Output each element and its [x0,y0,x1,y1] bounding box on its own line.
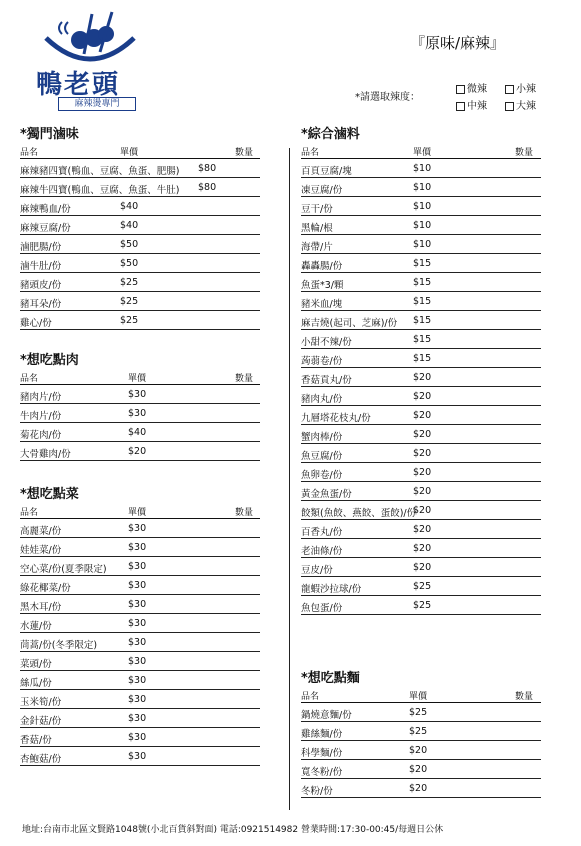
spice-option-mild[interactable]: 微辣 [456,80,487,95]
item-name: 雞絲麵/份 [301,729,343,740]
menu-item-row[interactable] [301,273,541,292]
menu-item-row[interactable] [20,254,260,273]
duck-skewer-logo-icon [40,10,140,70]
menu-item-row[interactable] [301,444,541,463]
item-name: 魚包蛋/份 [301,603,343,614]
menu-item-row[interactable] [20,747,260,766]
item-price: $20 [409,745,428,756]
menu-item-row[interactable] [20,216,260,235]
menu-item-row[interactable] [301,501,541,520]
item-name: 豆皮/份 [301,565,333,576]
checkbox-icon [505,85,514,94]
menu-item-row[interactable] [301,577,541,596]
item-name: 餃類(魚餃、燕餃、蛋餃)/份 [301,508,417,519]
item-name: 空心菜/份(夏季限定) [20,564,107,575]
menu-item-row[interactable] [20,311,260,330]
item-name: 香菇/份 [20,735,52,746]
item-price: $30 [128,580,147,591]
item-price: $10 [413,163,432,174]
header-name: 品名 [20,374,39,384]
item-price: $15 [413,296,432,307]
item-price: $20 [409,783,428,794]
column-header-row [20,144,260,159]
item-price: $30 [128,542,147,553]
item-name: 黑木耳/份 [20,602,62,613]
item-price: $10 [413,220,432,231]
item-name: 鍋燒意麵/份 [301,710,352,721]
item-price: $20 [413,391,432,402]
item-price: $30 [128,637,147,648]
item-name: 豬頭皮/份 [20,280,62,291]
checkbox-icon [456,85,465,94]
header-price: 單價 [120,148,139,158]
item-price: $20 [413,562,432,573]
item-price: $30 [128,694,147,705]
menu-item-row[interactable] [301,703,541,722]
menu-item-row[interactable] [20,442,260,461]
item-name: 牛肉片/份 [20,411,62,422]
item-name: 香菇貢丸/份 [301,375,352,386]
checkbox-icon [456,102,465,111]
item-price: $20 [413,448,432,459]
menu-item-row[interactable] [301,178,541,197]
item-name: 豬耳朵/份 [20,299,62,310]
item-price: $20 [413,410,432,421]
item-price: $15 [413,315,432,326]
header-name: 品名 [20,508,39,518]
section-title: *想吃點菜 [20,487,79,502]
item-name: 黃金魚蛋/份 [301,489,352,500]
item-name: 冬粉/份 [301,786,333,797]
menu-item-row[interactable] [20,385,260,404]
column-header-row [20,370,260,385]
brand-tagline: 麻辣燙專門 [58,97,136,111]
menu-item-row[interactable] [20,595,260,614]
item-name: 豬肉丸/份 [301,394,343,405]
menu-item-row[interactable] [20,633,260,652]
item-name: 龍蝦沙拉球/份 [301,584,362,595]
menu-item-row[interactable] [301,254,541,273]
menu-item-row[interactable] [301,558,541,577]
item-price: $20 [413,372,432,383]
item-price: $25 [120,296,139,307]
item-price: $30 [128,408,147,419]
item-name: 玉米筍/份 [20,697,62,708]
section-title: *獨門滷味 [20,127,79,142]
menu-item-row[interactable] [20,614,260,633]
menu-item-row[interactable] [301,520,541,539]
menu-item-row[interactable] [20,178,260,197]
item-price: $25 [413,600,432,611]
item-price: $25 [413,581,432,592]
item-price: $30 [128,561,147,572]
item-name: 九層塔花枝丸/份 [301,413,371,424]
header-price: 單價 [409,692,428,702]
spice-option-little[interactable]: 小辣 [505,80,536,95]
item-price: $30 [128,656,147,667]
menu-item-row[interactable] [301,311,541,330]
header-price: 單價 [413,148,432,158]
section-veg [20,486,260,766]
header-name: 品名 [301,148,320,158]
spice-option-medium[interactable]: 中辣 [456,97,487,112]
brand-name: 鴨老頭 [35,70,120,100]
item-price: $20 [413,467,432,478]
menu-item-row[interactable] [301,722,541,741]
item-name: 黑輪/根 [301,223,333,234]
flavor-heading: 『原味/麻辣』 [410,34,506,52]
item-name: 豆干/份 [301,204,333,215]
menu-item-row[interactable] [301,463,541,482]
item-price: $30 [128,675,147,686]
item-price: $25 [120,277,139,288]
item-name: 魚蛋*3/顆 [301,280,344,291]
item-price: $20 [413,543,432,554]
section-title: *想吃點麵 [301,671,360,686]
menu-item-row[interactable] [20,235,260,254]
item-name: 魚豆腐/份 [301,451,343,462]
item-price: $30 [128,599,147,610]
item-name: 轟轟腸/份 [301,261,343,272]
section-combo [301,126,541,615]
menu-item-row[interactable] [301,292,541,311]
menu-item-row[interactable] [301,760,541,779]
menu-item-row[interactable] [301,779,541,798]
item-name: 麻辣牛四寶(鴨血、豆腐、魚蛋、牛肚) [20,185,180,196]
item-name: 蟹肉棒/份 [301,432,343,443]
header-qty: 數量 [235,148,254,158]
header-qty: 數量 [235,374,254,384]
menu-item-row[interactable] [301,482,541,501]
item-name: 凍豆腐/份 [301,185,343,196]
item-name: 百香丸/份 [301,527,343,538]
menu-item-row[interactable] [20,557,260,576]
item-price: $20 [409,764,428,775]
column-header-row [301,144,541,159]
menu-item-row[interactable] [20,159,260,178]
menu-item-row[interactable] [301,387,541,406]
item-name: 娃娃菜/份 [20,545,62,556]
menu-item-row[interactable] [301,741,541,760]
item-name: 魚卵卷/份 [301,470,343,481]
item-price: $20 [128,446,147,457]
item-price: $20 [413,505,432,516]
item-name: 百頁豆腐/塊 [301,166,352,177]
menu-item-row[interactable] [301,330,541,349]
menu-item-row[interactable] [20,404,260,423]
menu-item-row[interactable] [301,596,541,615]
section-title: *綜合滷料 [301,127,360,142]
item-name: 麻辣豆腐/份 [20,223,71,234]
item-price: $80 [198,163,217,174]
header-price: 單價 [128,508,147,518]
menu-item-row[interactable] [20,292,260,311]
item-price: $30 [128,523,147,534]
item-name: 水蓮/份 [20,621,52,632]
header-qty: 數量 [235,508,254,518]
menu-item-row[interactable] [301,368,541,387]
menu-item-row[interactable] [20,671,260,690]
item-name: 蒟蒻卷/份 [301,356,343,367]
item-name: 綠花椰菜/份 [20,583,71,594]
item-price: $30 [128,618,147,629]
menu-item-row[interactable] [301,216,541,235]
item-name: 菊花肉/份 [20,430,62,441]
item-price: $15 [413,353,432,364]
item-price: $20 [413,429,432,440]
item-name: 麻吉燒(起司、芝麻)/份 [301,318,398,329]
item-price: $40 [120,201,139,212]
item-price: $50 [120,258,139,269]
item-name: 菜頭/份 [20,659,52,670]
item-price: $30 [128,751,147,762]
item-name: 海帶/片 [301,242,333,253]
menu-item-row[interactable] [20,709,260,728]
item-name: 高麗菜/份 [20,526,62,537]
item-price: $20 [413,486,432,497]
header-price: 單價 [128,374,147,384]
menu-item-row[interactable] [20,423,260,442]
item-price: $50 [120,239,139,250]
item-price: $40 [128,427,147,438]
item-name: 豬肉片/份 [20,392,62,403]
item-name: 麻辣豬四寶(鴨血、豆腐、魚蛋、肥腸) [20,166,180,177]
menu-item-row[interactable] [301,197,541,216]
section-title: *想吃點肉 [20,353,79,368]
item-name: 杏鮑菇/份 [20,754,62,765]
menu-item-row[interactable] [20,652,260,671]
item-name: 絲瓜/份 [20,678,52,689]
spice-option-hot[interactable]: 大辣 [505,97,536,112]
menu-item-row[interactable] [301,159,541,178]
item-name: 寬冬粉/份 [301,767,343,778]
item-name: 滷牛肚/份 [20,261,62,272]
column-header-row [20,504,260,519]
menu-item-row[interactable] [20,690,260,709]
header-name: 品名 [301,692,320,702]
column-divider [289,148,290,810]
item-price: $15 [413,258,432,269]
menu-item-row[interactable] [20,728,260,747]
item-price: $10 [413,182,432,193]
menu-item-row[interactable] [301,539,541,558]
item-price: $25 [409,707,428,718]
item-name: 滷肥腸/份 [20,242,62,253]
menu-item-row[interactable] [301,425,541,444]
item-price: $80 [198,182,217,193]
item-price: $30 [128,389,147,400]
item-price: $10 [413,239,432,250]
menu-item-row[interactable] [301,406,541,425]
menu-item-row[interactable] [20,197,260,216]
menu-item-row[interactable] [301,349,541,368]
menu-item-row[interactable] [20,538,260,557]
item-name: 科學麵/份 [301,748,343,759]
item-price: $10 [413,201,432,212]
item-price: $15 [413,277,432,288]
menu-item-row[interactable] [301,235,541,254]
header-name: 品名 [20,148,39,158]
menu-item-row[interactable] [20,273,260,292]
item-name: 豬米血/塊 [301,299,343,310]
item-name: 麻辣鴨血/份 [20,204,71,215]
item-price: $25 [409,726,428,737]
menu-item-row[interactable] [20,519,260,538]
item-name: 老油條/份 [301,546,343,557]
section-meat [20,352,260,461]
item-price: $25 [120,315,139,326]
checkbox-icon [505,102,514,111]
item-name: 雞心/份 [20,318,52,329]
menu-item-row[interactable] [20,576,260,595]
item-name: 大骨雞肉/份 [20,449,71,460]
item-price: $30 [128,713,147,724]
item-name: 茼蒿/份(冬季限定) [20,640,98,651]
column-header-row [301,688,541,703]
item-name: 小甜不辣/份 [301,337,352,348]
item-price: $20 [413,524,432,535]
item-price: $15 [413,334,432,345]
section-noodles [301,670,541,798]
spice-prompt: *請選取辣度： [355,92,420,103]
item-price: $30 [128,732,147,743]
section-signature [20,126,260,330]
item-price: $40 [120,220,139,231]
header-qty: 數量 [515,148,534,158]
item-name: 金針菇/份 [20,716,62,727]
header-qty: 數量 [515,692,534,702]
store-info-footer: 地址:台南市北區文賢路1048號(小北百貨斜對面) 電話:0921514982 營業時間:17:30-00:45/每週日公休 [22,825,444,835]
